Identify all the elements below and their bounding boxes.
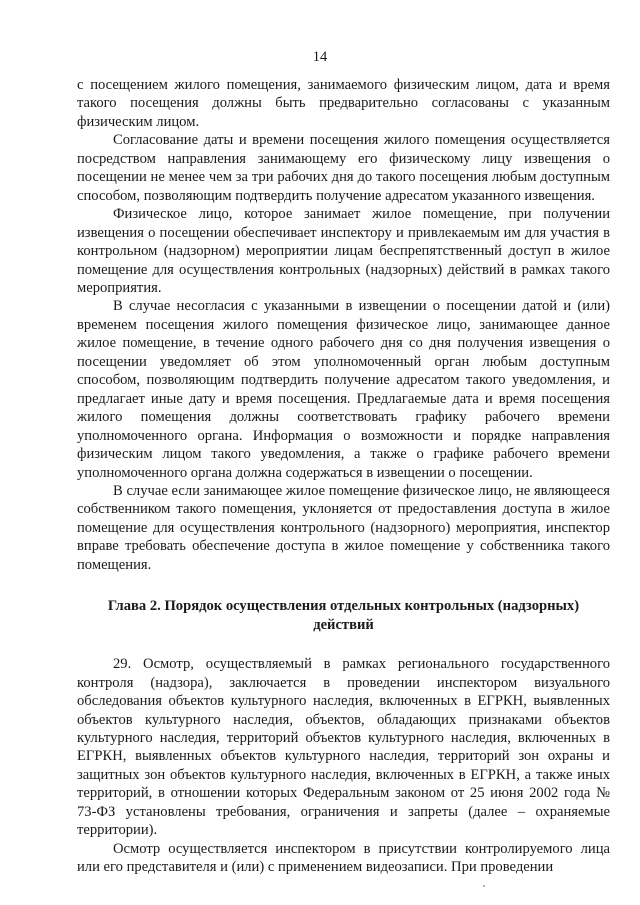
- chapter-heading-line-1: Глава 2. Порядок осуществления отдельных контрольных (надзорных): [107, 598, 580, 615]
- paragraph-clause-29: 29. Осмотр, осуществляемый в рамках регионального государственного контроля (надзора), заключается в проведении инспектором визуального обследования объектов культурного наследия, включенных в ЕГРКН, выявленных объектов культурного наследия, объектов, обладающих признаками объектов культурного наследия, территорий объектов культурного наследия, включенных в ЕГРКН, выявленных объектов культурного наследия, территорий зон охраны и защитных зон объектов культурного наследия, включенных в ЕГРКН, а также иных территорий, в отношении которых Федеральным законом от 25 июня 2002 года № 73-ФЗ установлены требования, ограничения и запреты (далее – охраняемые территории).: [77, 656, 610, 839]
- paragraph-inspection-presence: Осмотр осуществляется инспектором в присутствии контролируемого лица или его представителя и (или) с применением видеозаписи. При проведении: [77, 840, 610, 876]
- chapter-heading: [77, 597, 610, 634]
- paragraph-disagreement: В случае несогласия с указанными в извещении о посещении датой и (или) временем посещения жилого помещения физическое лицо, занимающее данное жилое помещение, в течение одного рабочего дня со дня получения извещения о посещении уведомляет об этом уполномоченный орган любым доступным способом, позволяющим подтвердить получение адресатом такого уведомления, и предлагает иные дату и время посещения. Предлагаемые дата и время посещения жилого помещения должны соответствовать графику рабочего времени уполномоченного органа. Информация о возможности и порядке направления физическим лицом такого уведомления, а также о графике рабочего времени уполномоченного органа должна содержаться в извещении о посещении.: [77, 298, 610, 481]
- paragraph-owner-access: В случае если занимающее жилое помещение физическое лицо, не являющееся собственником такого помещения, уклоняется от предоставления доступа в жилое помещение для осуществления контрольного (надзорного) мероприятия, инспектор вправе требовать обеспечение доступа в жилое помещение у собственника такого помещения.: [77, 482, 610, 573]
- document-body: [77, 76, 610, 877]
- paragraph-continuation: с посещением жилого помещения, занимаемого физическим лицом, дата и время такого посещения должны быть предварительно согласованы с указанным физическим лицом.: [77, 77, 610, 130]
- chapter-heading-line-2: действий: [313, 616, 374, 633]
- page-number: 14: [312, 49, 328, 65]
- paragraph-access-provision: Физическое лицо, которое занимает жилое помещение, при получении извещения о посещении обеспечивает инспектору и привлекаемым им для участия в контрольном (надзорном) мероприятии лицам беспрепятственный доступ в жилое помещение для осуществления контрольных (надзорных) действий в рамках такого мероприятия.: [77, 206, 610, 296]
- scan-artifact: [483, 885, 485, 887]
- paragraph-agreement-of-visit: Согласование даты и времени посещения жилого помещения осуществляется посредством направления занимающему его физическому лицу извещения о посещении не менее чем за три рабочих дня до такого посещения любым доступным способом, позволяющим подтвердить получение адресатом указанного извещения.: [77, 132, 610, 204]
